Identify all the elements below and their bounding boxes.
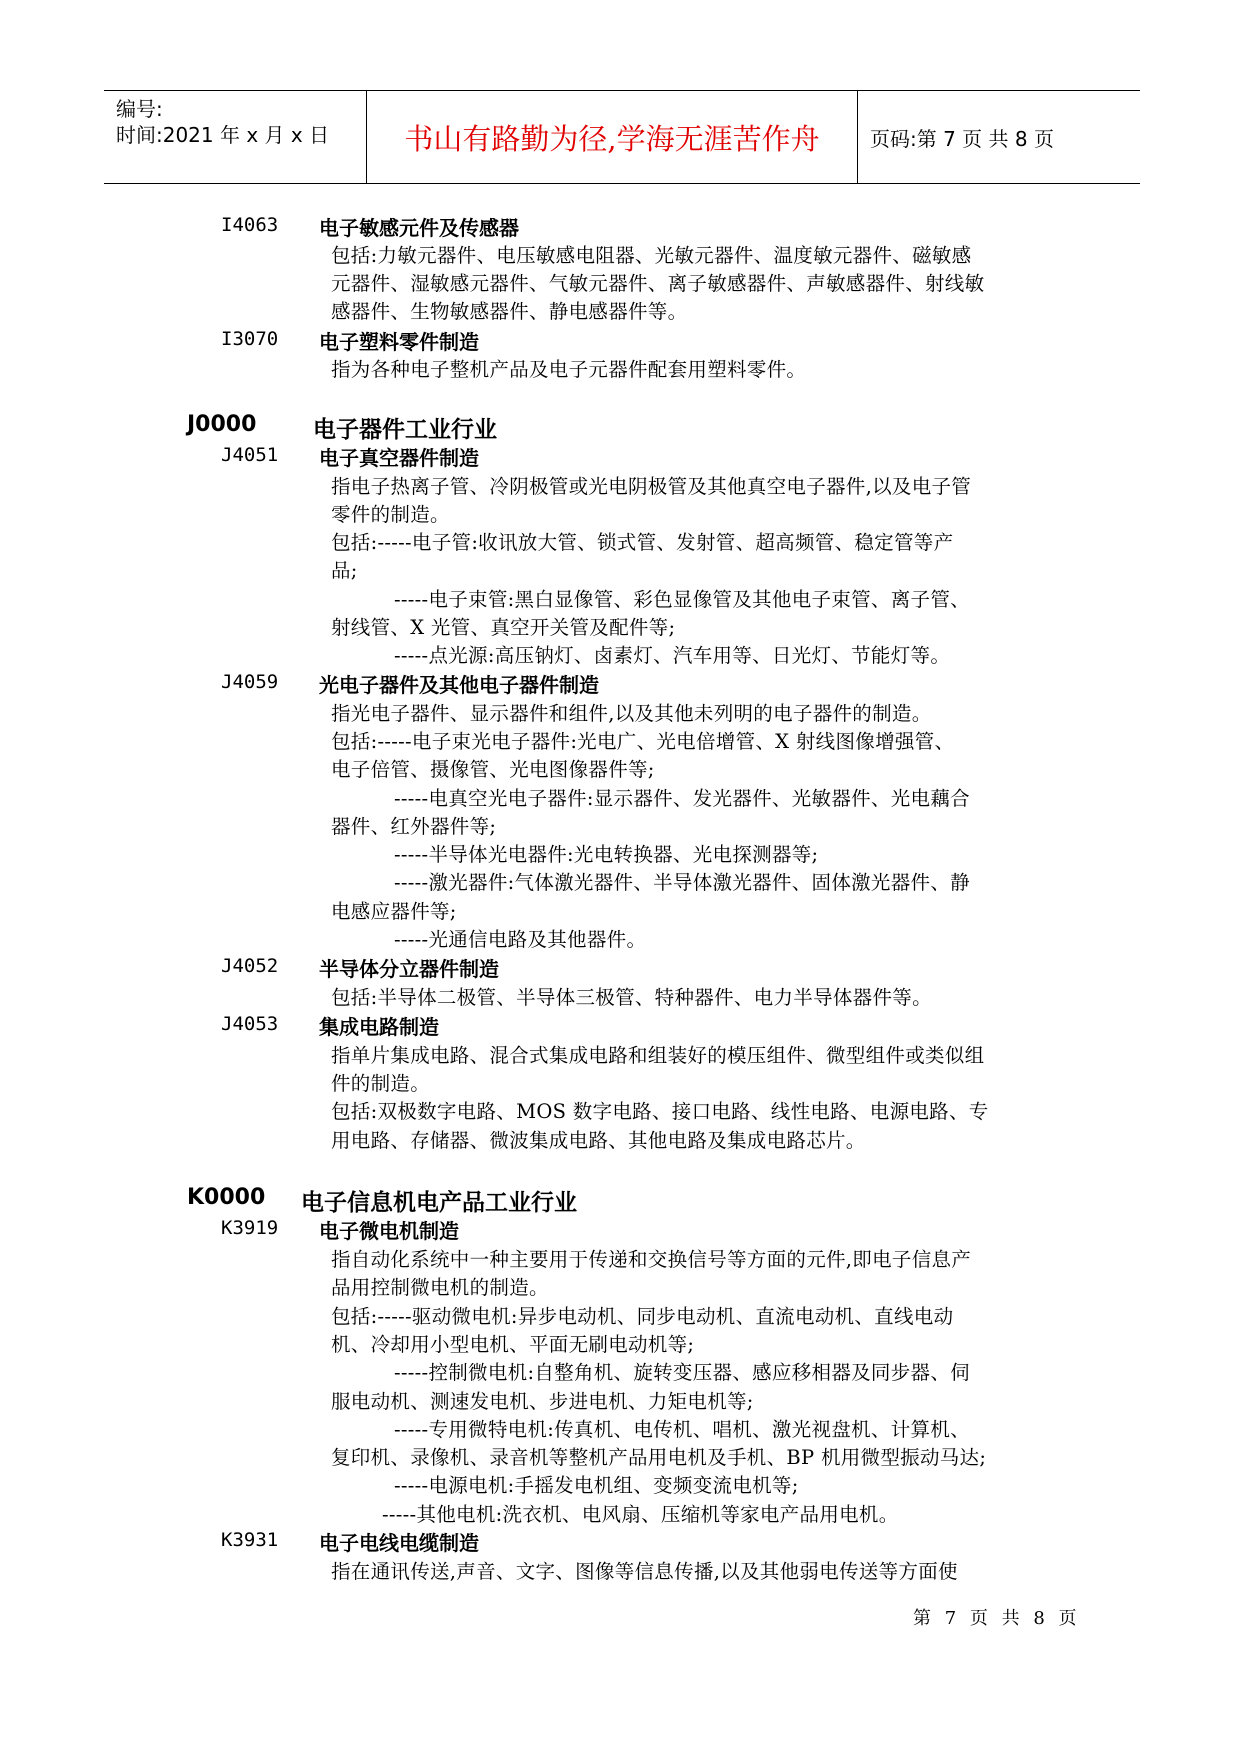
text-line: 器件、红外器件等;	[331, 815, 497, 838]
text-line: 指光电子器件、显示器件和组件,以及其他未列明的电子器件的制造。	[331, 702, 932, 725]
text-line: -----光通信电路及其他器件。	[394, 928, 647, 951]
text-line: 指自动化系统中一种主要用于传递和交换信号等方面的元件,即电子信息产	[331, 1248, 972, 1271]
entry-code: I3070	[221, 328, 279, 350]
text-line: -----半导体光电器件:光电转换器、光电探测器等;	[394, 843, 819, 866]
text-line: -----电真空光电子器件:显示器件、发光器件、光敏器件、光电藕合	[394, 787, 970, 810]
text-line: 感器件、生物敏感器件、静电感器件等。	[331, 300, 688, 323]
text-line: -----点光源:高压钠灯、卤素灯、汽车用等、日光灯、节能灯等。	[394, 644, 951, 667]
entry-title: 电子微电机制造	[319, 1219, 459, 1243]
text-line: 用电路、存储器、微波集成电路、其他电路及集成电路芯片。	[331, 1129, 866, 1152]
text-line: 服电动机、测速发电机、步进电机、力矩电机等;	[331, 1390, 754, 1413]
header-page-code: 页码:第 7 页 共 8 页	[870, 127, 1054, 151]
entry-code: J4053	[221, 1013, 279, 1035]
entry-code: J4059	[221, 671, 279, 693]
entry-code: I4063	[221, 214, 279, 236]
text-line: 元器件、湿敏感元器件、气敏元器件、离子敏感器件、声敏感器件、射线敏	[331, 272, 985, 295]
category-code: K0000	[187, 1185, 266, 1210]
entry-code: J4051	[221, 444, 279, 466]
entry-code: K3931	[221, 1529, 279, 1551]
header-right-cell	[858, 91, 1140, 183]
page-footer: 第 7 页 共 8 页	[913, 1608, 1081, 1629]
text-line: 零件的制造。	[331, 503, 450, 526]
text-line: -----电源电机:手摇发电机组、变频变流电机等;	[394, 1474, 799, 1497]
text-line: 品用控制微电机的制造。	[331, 1276, 549, 1299]
entry-title: 电子敏感元件及传感器	[319, 216, 519, 240]
entry-code: J4052	[221, 955, 279, 977]
category-title: 电子器件工业行业	[313, 417, 497, 443]
entry-title: 电子真空器件制造	[319, 446, 479, 470]
text-line: 包括:半导体二极管、半导体三极管、特种器件、电力半导体器件等。	[331, 986, 932, 1009]
text-line: -----激光器件:气体激光器件、半导体激光器件、固体激光器件、静	[394, 871, 970, 894]
document-number-label: 编号:	[116, 97, 163, 121]
entry-title: 半导体分立器件制造	[319, 957, 499, 981]
text-line: -----控制微电机:自整角机、旋转变压器、感应移相器及同步器、伺	[394, 1361, 970, 1384]
text-line: 电感应器件等;	[331, 900, 457, 923]
text-line: 射线管、X 光管、真空开关管及配件等;	[331, 616, 676, 639]
header-left-cell	[104, 91, 367, 183]
document-time-label: 时间:2021 年 x 月 x 日	[116, 123, 330, 147]
text-line: 复印机、录像机、录音机等整机产品用电机及手机、BP 机用微型振动马达;	[331, 1446, 987, 1469]
text-line: 件的制造。	[331, 1072, 431, 1095]
text-line: 电子倍管、摄像管、光电图像器件等;	[331, 758, 655, 781]
category-code: J0000	[187, 412, 257, 437]
text-line: 包括:双极数字电路、MOS 数字电路、接口电路、线性电路、电源电路、专	[331, 1100, 989, 1123]
text-line: 包括:力敏元器件、电压敏感电阻器、光敏元器件、温度敏元器件、磁敏感	[331, 244, 972, 267]
text-line: 品;	[331, 559, 358, 582]
text-line: 指单片集成电路、混合式集成电路和组装好的模压组件、微型组件或类似组	[331, 1044, 985, 1067]
entry-title: 集成电路制造	[319, 1015, 439, 1039]
entry-code: K3919	[221, 1217, 279, 1239]
text-line: 包括:-----电子束光电子器件:光电广、光电倍增管、X 射线图像增强管、	[331, 730, 955, 753]
text-line: 指电子热离子管、冷阴极管或光电阴极管及其他真空电子器件,以及电子管	[331, 475, 972, 498]
category-title: 电子信息机电产品工业行业	[301, 1190, 577, 1216]
text-line: 包括:-----驱动微电机:异步电动机、同步电动机、直流电动机、直线电动	[331, 1305, 954, 1328]
entry-title: 光电子器件及其他电子器件制造	[319, 673, 599, 697]
header-motto: 书山有路勤为径,学海无涯苦作舟	[404, 122, 820, 156]
entry-title: 电子塑料零件制造	[319, 330, 479, 354]
text-line: -----专用微特电机:传真机、电传机、唱机、激光视盘机、计算机、	[394, 1418, 970, 1441]
text-line: 指为各种电子整机产品及电子元器件配套用塑料零件。	[331, 358, 807, 381]
page-header	[104, 90, 1140, 184]
text-line: -----电子束管:黑白显像管、彩色显像管及其他电子束管、离子管、	[394, 588, 970, 611]
text-line: 机、冷却用小型电机、平面无刷电动机等;	[331, 1333, 695, 1356]
text-line: 指在通讯传送,声音、文字、图像等信息传播,以及其他弱电传送等方面使	[331, 1560, 958, 1583]
text-line: -----其他电机:洗衣机、电风扇、压缩机等家电产品用电机。	[382, 1503, 899, 1526]
text-line: 包括:-----电子管:收讯放大管、锁式管、发射管、超高频管、稳定管等产	[331, 531, 954, 554]
header-middle-cell	[367, 91, 858, 183]
entry-title: 电子电线电缆制造	[319, 1531, 479, 1555]
